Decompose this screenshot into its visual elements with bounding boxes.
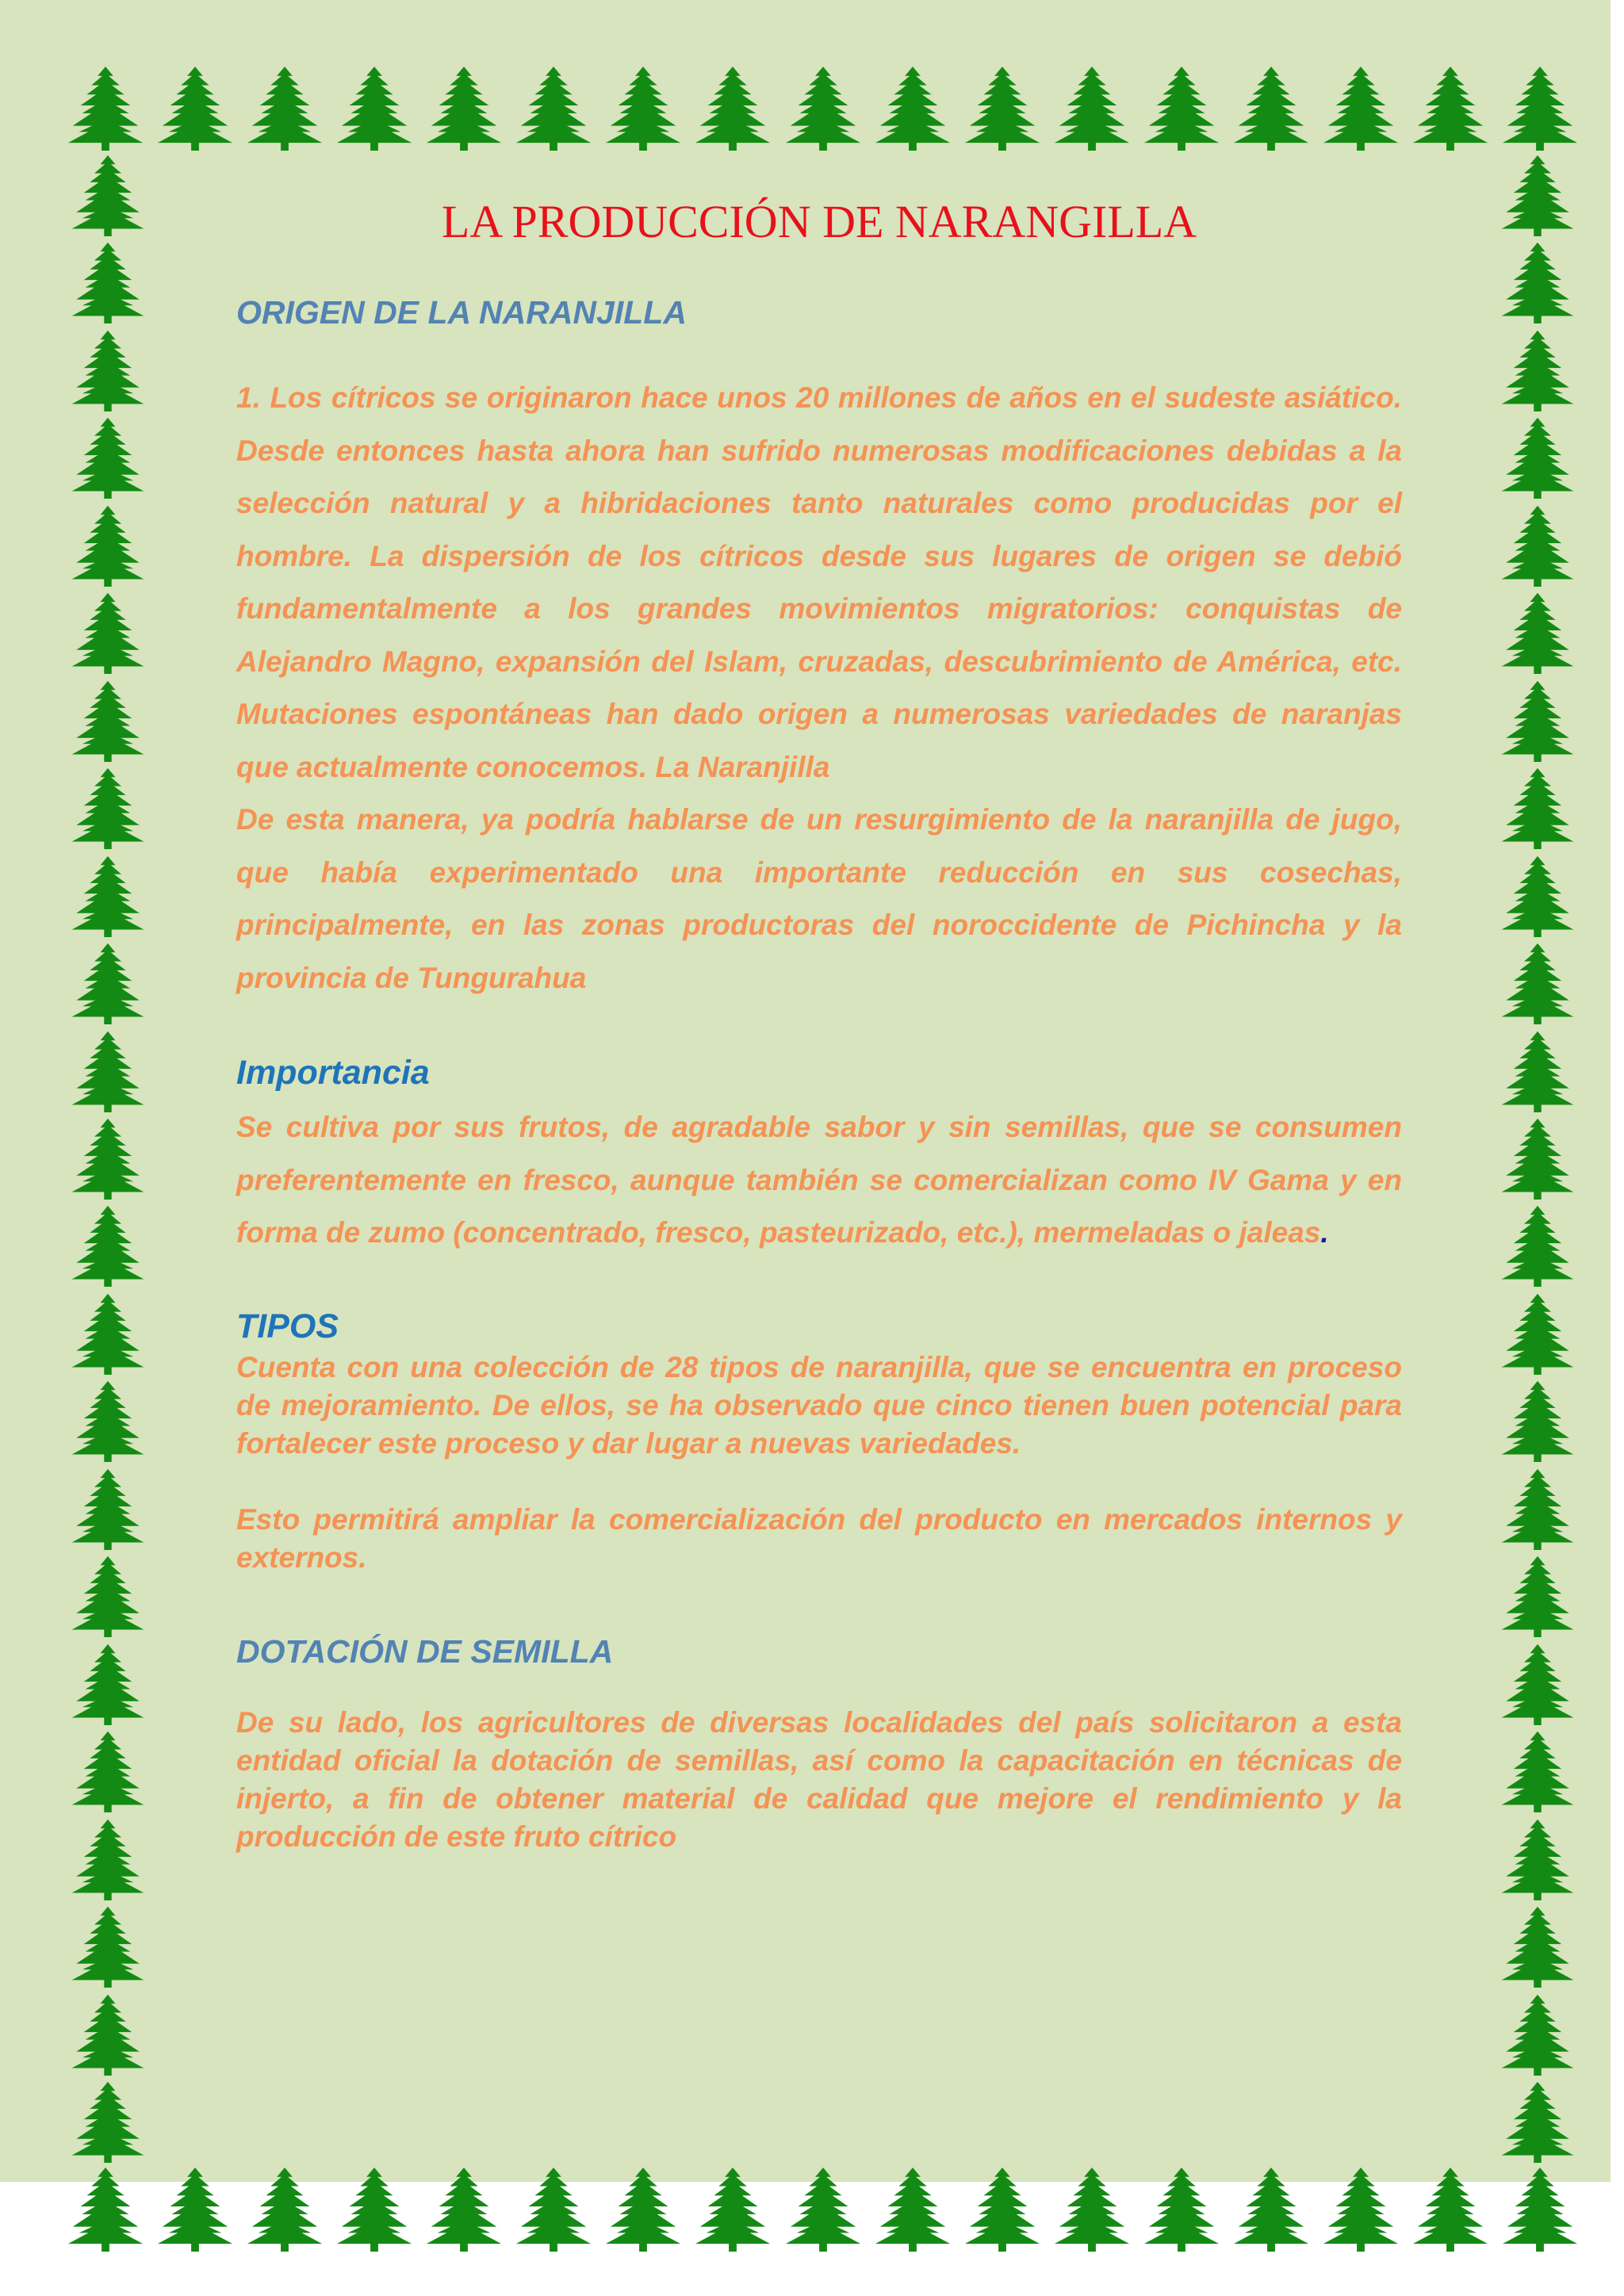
paragraph-tipos-2: Esto permitirá ampliar la comercialización del producto en mercados internos y externos.: [236, 1502, 1402, 1574]
paragraph-origen-2: De esta manera, ya podría hablarse de un resurgimiento de la naranjilla de jugo, que había experimentado una importante reducción en sus cosechas, principalmente, en las zonas productoras del noroccidente de Pichincha y la provincia de Tungurahua: [236, 803, 1402, 994]
heading-origen: ORIGEN DE LA NARANJILLA: [236, 294, 687, 331]
heading-tipos: TIPOS: [236, 1307, 339, 1345]
paragraph-tipos-1: Cuenta con una colección de 28 tipos de naranjilla, que se encuentra en proceso de mejoramiento. De ellos, se ha observado que cinco tienen buen potencial para fortalecer este proceso y dar lugar a nuevas variedades.: [236, 1350, 1402, 1460]
paragraph-origen-1: 1. Los cítricos se originaron hace unos 20 millones de años en el sudeste asiático. Desde entonces hasta ahora han sufrido numerosas modificaciones debidas a la selección natural y a hibridaciones tanto naturales como producidas por el hombre. La dispersión de los cítricos desde sus lugares de origen se debió fundamentalmente a los grandes movimientos migratorios: conquistas de Alejandro Magno, expansión del Islam, cruzadas, descubrimiento de América, etc. Mutaciones espontáneas han dado origen a numerosas variedades de naranjas que actualmente conocemos. La Naranjilla: [236, 381, 1402, 783]
document-title: LA PRODUCCIÓN DE NARANGILLA: [441, 196, 1197, 247]
document-body: [236, 190, 1402, 1856]
paragraph-importancia: [236, 1101, 1402, 1260]
heading-importancia: Importancia: [236, 1054, 430, 1092]
heading-dotacion: DOTACIÓN DE SEMILLA: [236, 1632, 614, 1670]
paragraph-importancia-period: .: [1320, 1216, 1329, 1249]
paragraph-dotacion: De su lado, los agricultores de diversas localidades del país solicitaron a esta entidad oficial la dotación de semillas, así como la capacitación en técnicas de injerto, a fin de obtener material de calidad que mejore el rendimiento y la producción de este fruto cítrico: [236, 1705, 1402, 1853]
paragraph-importancia-text: Se cultiva por sus frutos, de agradable sabor y sin semillas, que se consumen preferentemente en fresco, aunque también se comercializan como IV Gama y en forma de zumo (concentrado, fresco, pasteurizado, etc.), mermeladas o jaleas: [236, 1111, 1402, 1249]
